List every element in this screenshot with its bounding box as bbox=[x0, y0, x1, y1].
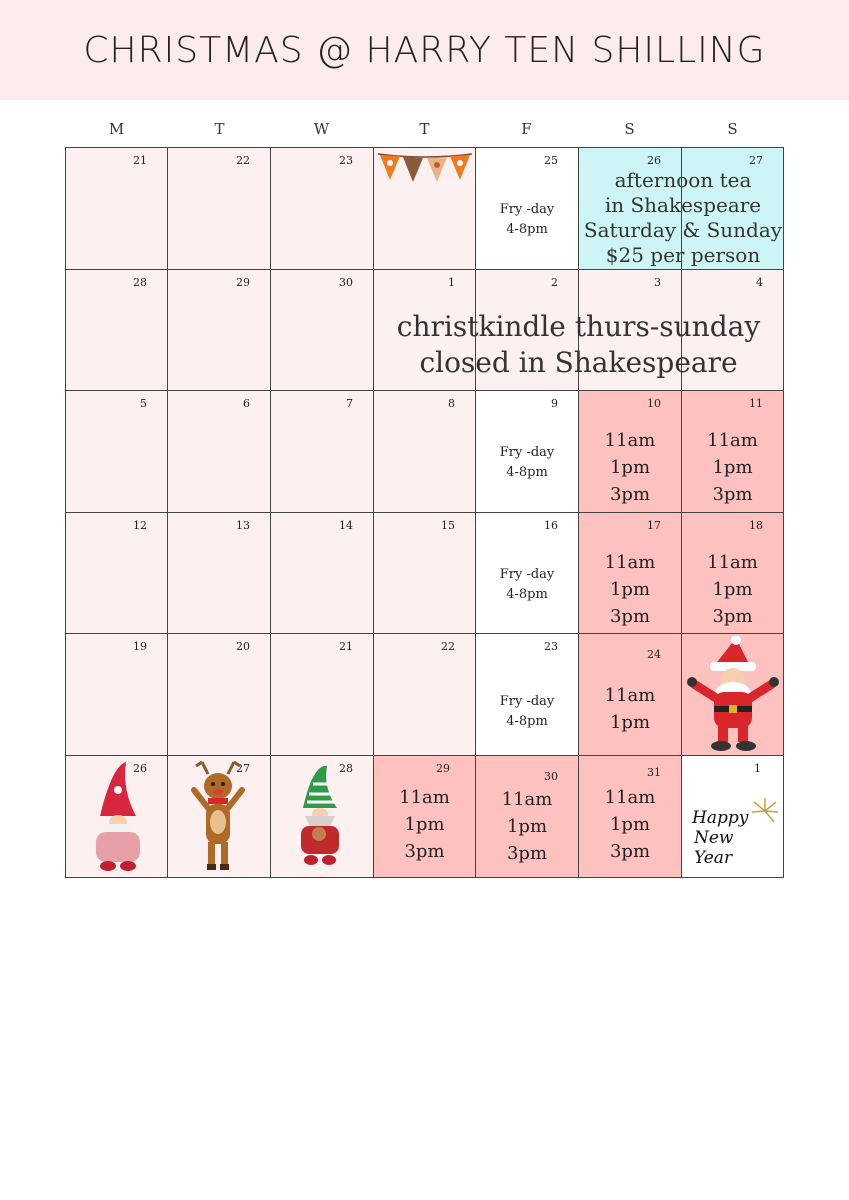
afternoon-tea-line: Saturday & Sunday bbox=[583, 218, 783, 242]
day-number: 8 bbox=[448, 397, 455, 410]
day-cell bbox=[373, 512, 476, 634]
afternoon-tea-note bbox=[578, 168, 788, 268]
day-number: 24 bbox=[647, 648, 661, 661]
day-number: 29 bbox=[236, 276, 250, 289]
session-time: 3pm bbox=[712, 606, 753, 627]
day-cell bbox=[270, 633, 374, 756]
day-cell bbox=[65, 390, 168, 513]
day-cell bbox=[65, 633, 168, 756]
day-number: 26 bbox=[647, 154, 661, 167]
day-cell bbox=[475, 147, 579, 270]
session-time: 1pm bbox=[712, 579, 753, 600]
session-time: 1pm bbox=[609, 814, 651, 835]
reindeer-icon bbox=[188, 758, 248, 874]
christkindle-line: closed in Shakespeare bbox=[419, 346, 738, 379]
session-time: 1pm bbox=[609, 579, 651, 600]
day-number: 17 bbox=[647, 519, 661, 532]
day-number: 16 bbox=[544, 519, 558, 532]
day-number: 18 bbox=[749, 519, 763, 532]
day-number: 14 bbox=[339, 519, 353, 532]
day-number: 26 bbox=[133, 762, 147, 775]
day-cell bbox=[167, 147, 271, 270]
day-number: 9 bbox=[551, 397, 558, 410]
bunting-icon bbox=[376, 150, 474, 184]
session-time: 1pm bbox=[404, 814, 445, 835]
day-number: 31 bbox=[647, 766, 661, 779]
fry-day-label: Fry -day bbox=[499, 202, 555, 217]
santa-icon bbox=[684, 636, 782, 754]
day-cell bbox=[373, 147, 476, 270]
fry-day-time: 4-8pm bbox=[506, 714, 548, 729]
day-cell bbox=[578, 755, 682, 878]
weekday-tue: T bbox=[214, 120, 225, 138]
session-time: 3pm bbox=[609, 606, 651, 627]
session-time: 11am bbox=[604, 430, 656, 451]
day-number: 28 bbox=[133, 276, 147, 289]
session-time: 3pm bbox=[506, 843, 548, 864]
day-number: 22 bbox=[441, 640, 455, 653]
day-cell bbox=[270, 269, 374, 391]
happy-text: Happy bbox=[692, 808, 749, 828]
gnome-icon bbox=[293, 764, 349, 868]
day-cell bbox=[167, 390, 271, 513]
gnome-icon bbox=[88, 760, 148, 874]
day-number: 22 bbox=[236, 154, 250, 167]
session-time: 11am bbox=[604, 552, 656, 573]
session-times bbox=[682, 427, 783, 508]
fry-day-time: 4-8pm bbox=[506, 587, 548, 602]
session-time: 11am bbox=[501, 789, 553, 810]
day-number: 5 bbox=[140, 397, 147, 410]
day-number: 6 bbox=[243, 397, 250, 410]
fry-day-time: 4-8pm bbox=[506, 465, 548, 480]
day-cell bbox=[270, 390, 374, 513]
session-time: 1pm bbox=[609, 712, 651, 733]
christkindle-line: christkindle thurs-sunday bbox=[396, 310, 761, 343]
day-cell bbox=[475, 390, 579, 513]
day-number: 2 bbox=[551, 276, 558, 289]
day-number: 11 bbox=[749, 397, 763, 410]
day-cell bbox=[167, 512, 271, 634]
day-cell bbox=[578, 512, 682, 634]
day-number: 23 bbox=[339, 154, 353, 167]
session-time: 3pm bbox=[712, 484, 753, 505]
weekday-fri: F bbox=[521, 120, 532, 138]
day-number: 30 bbox=[544, 770, 558, 783]
fry-day-event bbox=[476, 565, 578, 605]
fry-day-event bbox=[476, 200, 578, 240]
new-year-text: New Year bbox=[694, 828, 734, 868]
session-times bbox=[579, 682, 681, 736]
session-time: 3pm bbox=[609, 841, 651, 862]
day-number: 3 bbox=[654, 276, 661, 289]
day-cell bbox=[578, 390, 682, 513]
day-number: 10 bbox=[647, 397, 661, 410]
day-number: 30 bbox=[339, 276, 353, 289]
session-times bbox=[682, 549, 783, 630]
day-cell bbox=[373, 633, 476, 756]
day-cell bbox=[65, 147, 168, 270]
day-cell bbox=[681, 390, 784, 513]
day-cell bbox=[681, 633, 784, 756]
day-cell bbox=[65, 269, 168, 391]
day-number: 27 bbox=[236, 762, 250, 775]
day-cell bbox=[373, 390, 476, 513]
session-time: 11am bbox=[399, 787, 450, 808]
day-number: 23 bbox=[544, 640, 558, 653]
weekday-sat: S bbox=[624, 120, 635, 138]
day-cell bbox=[681, 755, 784, 878]
day-number: 27 bbox=[749, 154, 763, 167]
day-cell bbox=[65, 512, 168, 634]
fry-day-event bbox=[476, 443, 578, 483]
session-time: 11am bbox=[604, 787, 656, 808]
afternoon-tea-line: afternoon tea bbox=[614, 168, 752, 192]
day-cell bbox=[681, 512, 784, 634]
day-number: 4 bbox=[756, 276, 763, 289]
weekday-wed: W bbox=[313, 120, 330, 138]
afternoon-tea-price: $25 per person bbox=[605, 243, 761, 267]
day-number: 21 bbox=[339, 640, 353, 653]
day-cell bbox=[167, 633, 271, 756]
weekday-sun: S bbox=[727, 120, 738, 138]
day-cell bbox=[270, 755, 374, 878]
day-number: 15 bbox=[441, 519, 455, 532]
afternoon-tea-line: in Shakespeare bbox=[604, 193, 762, 217]
day-cell bbox=[167, 269, 271, 391]
day-cell bbox=[373, 755, 476, 878]
session-time: 1pm bbox=[712, 457, 753, 478]
session-time: 3pm bbox=[609, 484, 651, 505]
session-times bbox=[374, 784, 475, 865]
day-cell bbox=[270, 147, 374, 270]
fry-day-label: Fry -day bbox=[499, 567, 555, 582]
session-times bbox=[579, 549, 681, 630]
day-cell bbox=[167, 755, 271, 878]
page-title: CHRISTMAS @ HARRY TEN SHILLING bbox=[83, 30, 766, 71]
session-times bbox=[476, 786, 578, 867]
day-cell bbox=[65, 755, 168, 878]
session-time: 11am bbox=[707, 552, 758, 573]
session-times bbox=[579, 784, 681, 865]
day-number: 1 bbox=[754, 762, 761, 775]
day-number: 28 bbox=[339, 762, 353, 775]
day-number: 1 bbox=[448, 276, 455, 289]
day-number: 25 bbox=[544, 154, 558, 167]
fry-day-event bbox=[476, 692, 578, 732]
session-times bbox=[579, 427, 681, 508]
day-cell bbox=[475, 633, 579, 756]
weekday-thu: T bbox=[419, 120, 430, 138]
day-cell bbox=[475, 512, 579, 634]
session-time: 3pm bbox=[404, 841, 445, 862]
day-cell bbox=[475, 755, 579, 878]
fry-day-time: 4-8pm bbox=[506, 222, 548, 237]
happy-new-year-text bbox=[692, 808, 762, 868]
day-number: 7 bbox=[346, 397, 353, 410]
weekday-mon: M bbox=[108, 120, 125, 138]
day-number: 29 bbox=[436, 762, 450, 775]
session-time: 1pm bbox=[609, 457, 651, 478]
day-number: 19 bbox=[133, 640, 147, 653]
day-number: 21 bbox=[133, 154, 147, 167]
day-number: 12 bbox=[133, 519, 147, 532]
session-time: 11am bbox=[707, 430, 758, 451]
christkindle-note bbox=[373, 309, 784, 381]
session-time: 1pm bbox=[506, 816, 548, 837]
day-cell bbox=[270, 512, 374, 634]
day-number: 13 bbox=[236, 519, 250, 532]
day-number: 20 bbox=[236, 640, 250, 653]
day-cell bbox=[578, 633, 682, 756]
fry-day-label: Fry -day bbox=[499, 445, 555, 460]
session-time: 11am bbox=[604, 685, 656, 706]
fry-day-label: Fry -day bbox=[499, 694, 555, 709]
